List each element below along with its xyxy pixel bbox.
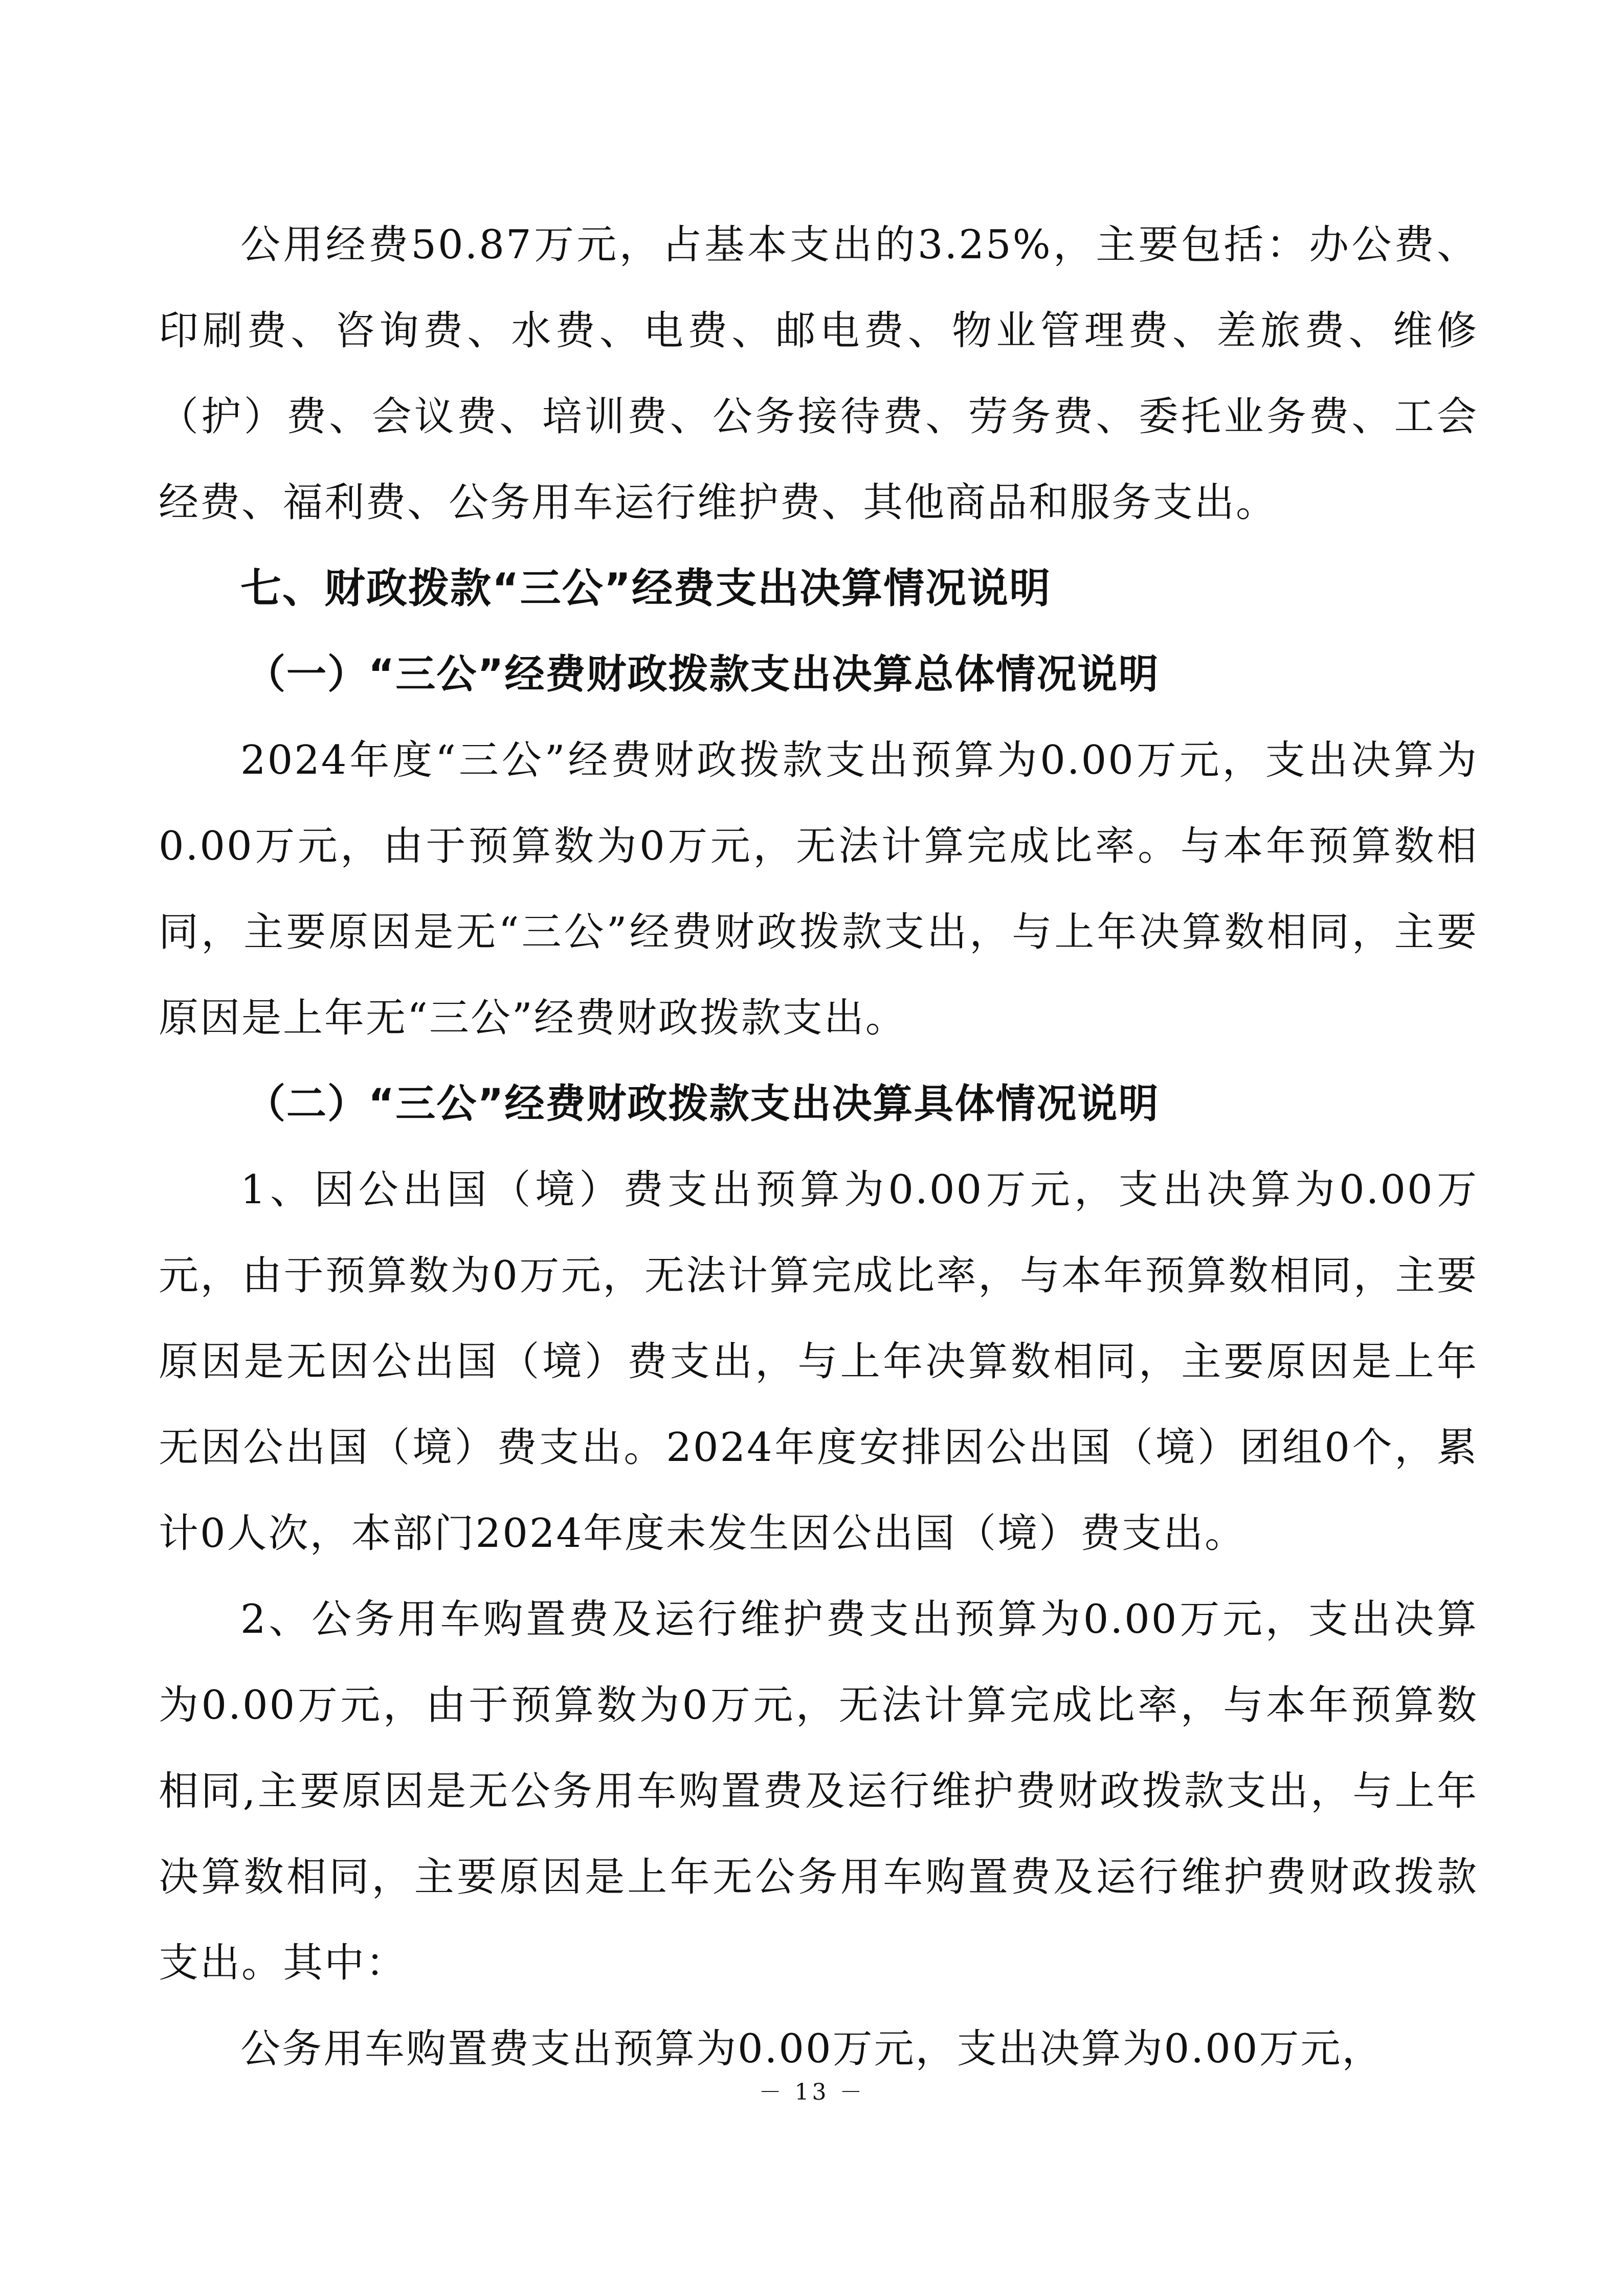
subsection-heading-two: （二）“三公”经费财政拨款支出决算具体情况说明 [246,1081,1160,1127]
section-heading-seven: 七、财政拨款“三公”经费支出决算情况说明 [240,565,1052,612]
paragraph-overseas-travel: 1、因公出国（境）费支出预算为0.00万元，支出决算为0.00万元，由于预算数为0万元，无法计算完成比率，与本年预算数相同，主要原因是无因公出国（境）费支出，与上年决算数相同，主要原因是上年无因公出国（境）费支出。2024年度安排因公出国（境）团组0个，累计0人次，本部门2024年度未发生因公出国（境）费支出。 [159,1167,1478,1557]
paragraph-vehicle-purchase: 公务用车购置费支出预算为0.00万元，支出决算为0.00万元， [240,2026,1384,2072]
page-number: － 13 － [759,2079,865,2105]
paragraph-overall-three-public: 2024年度“三公”经费财政拨款支出预算为0.00万元，支出决算为0.00万元，由于预算数为0万元，无法计算完成比率。与本年预算数相同，主要原因是无“三公”经费财政拨款支出，与上年决算数相同，主要原因是上年无“三公”经费财政拨款支出。 [159,737,1478,1041]
subsection-heading-one: （一）“三公”经费财政拨款支出决算总体情况说明 [246,651,1160,697]
paragraph-public-expenses: 公用经费50.87万元，占基本支出的3.25%，主要包括：办公费、印刷费、咨询费、水费、电费、邮电费、物业管理费、差旅费、维修（护）费、会议费、培训费、公务接待费、劳务费、委托业务费、工会经费、福利费、公务用车运行维护费、其他商品和服务支出。 [159,222,1478,526]
paragraph-official-vehicles: 2、公务用车购置费及运行维护费支出预算为0.00万元，支出决算为0.00万元，由于预算数为0万元，无法计算完成比率，与本年预算数相同,主要原因是无公务用车购置费及运行维护费财政拨款支出，与上年决算数相同，主要原因是上年无公务用车购置费及运行维护费财政拨款支出。其中： [159,1596,1478,1986]
page-body [159,202,1478,2092]
